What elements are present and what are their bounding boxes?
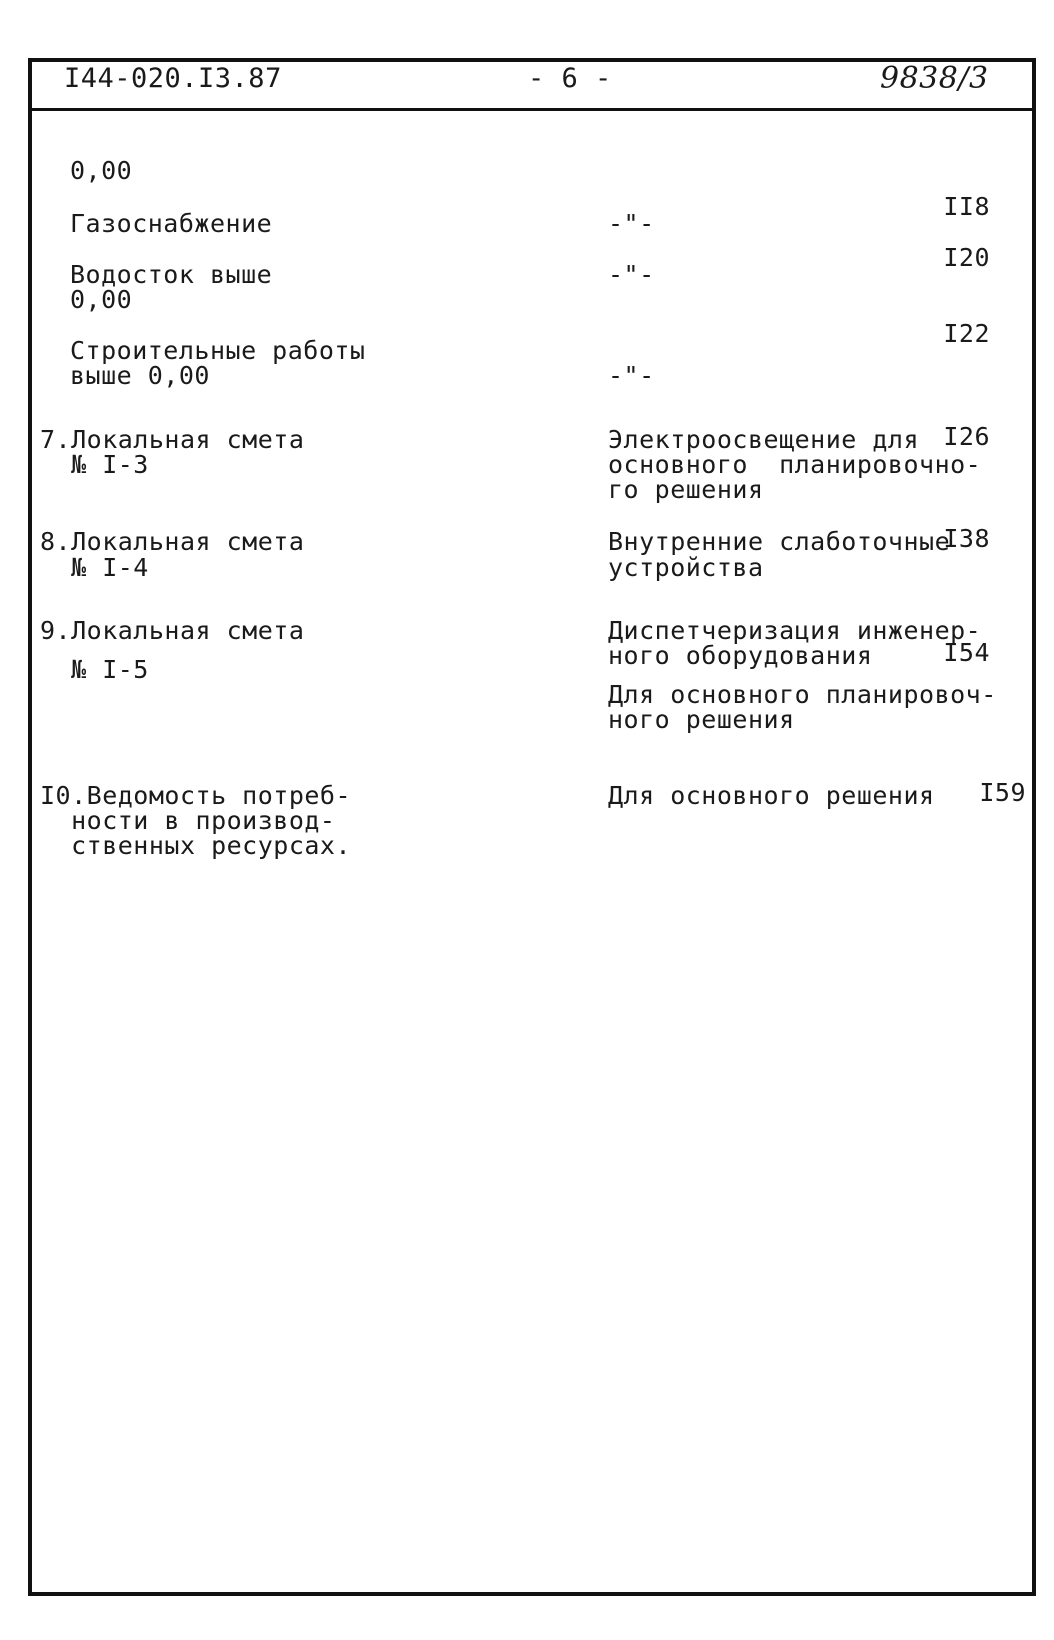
entry-left-line: ственных ресурсах. bbox=[40, 831, 352, 860]
entry-left-line: № I-5 bbox=[40, 655, 149, 684]
entry-left-line: выше 0,00 bbox=[70, 361, 210, 390]
entry-right-line: Диспетчеризация инженер- bbox=[608, 616, 982, 645]
entry-left-line: 0,00 bbox=[70, 156, 133, 185]
entry-left-line: 0,00 bbox=[70, 285, 133, 314]
entry-right-line: Для основного планировоч- bbox=[608, 680, 997, 709]
entry-left-line: Водосток выше bbox=[70, 260, 273, 289]
entry-left-line: № I-3 bbox=[40, 450, 149, 479]
entry-left-line: Строительные работы bbox=[70, 336, 366, 365]
sheet-reference: 9838/3 bbox=[880, 61, 989, 96]
entry-right-line: го решения bbox=[608, 475, 764, 504]
entry-left-line: 7.Локальная смета bbox=[40, 425, 305, 454]
entry-page-number: I38 bbox=[943, 524, 990, 553]
entry-right-line: Электроосвещение для bbox=[608, 425, 920, 454]
entry-right-line: ного решения bbox=[608, 705, 795, 734]
entry-left-line: I0.Ведомость потреб- bbox=[40, 781, 352, 810]
entry-right-line: -"- bbox=[608, 361, 655, 390]
entry-page-number: I26 bbox=[943, 422, 990, 451]
page-number: - 6 - bbox=[528, 63, 612, 94]
entry-right-line: основного планировочно- bbox=[608, 450, 982, 479]
entry-right-line: Внутренние слаботочные bbox=[608, 527, 951, 556]
entry-page-number: II8 bbox=[943, 192, 990, 221]
entry-left-line: 8.Локальная смета bbox=[40, 527, 305, 556]
entry-right-line: -"- bbox=[608, 209, 655, 238]
entry-page-number: I54 bbox=[943, 638, 990, 667]
entry-page-number: I59 bbox=[979, 778, 1026, 807]
entry-left-line: № I-4 bbox=[40, 553, 149, 582]
header-rule bbox=[28, 108, 1036, 111]
entry-right-line: Для основного решения bbox=[608, 781, 935, 810]
entry-right-line: устройства bbox=[608, 553, 764, 582]
entry-left-line: ности в производ- bbox=[40, 806, 336, 835]
document-code: I44-020.I3.87 bbox=[64, 63, 282, 94]
entry-right-line: -"- bbox=[608, 260, 655, 289]
entry-left-line: Газоснабжение bbox=[70, 209, 273, 238]
entry-page-number: I20 bbox=[943, 243, 990, 272]
entry-right-line: ного оборудования bbox=[608, 641, 873, 670]
entry-page-number: I22 bbox=[943, 319, 990, 348]
entry-left-line: 9.Локальная смета bbox=[40, 616, 305, 645]
